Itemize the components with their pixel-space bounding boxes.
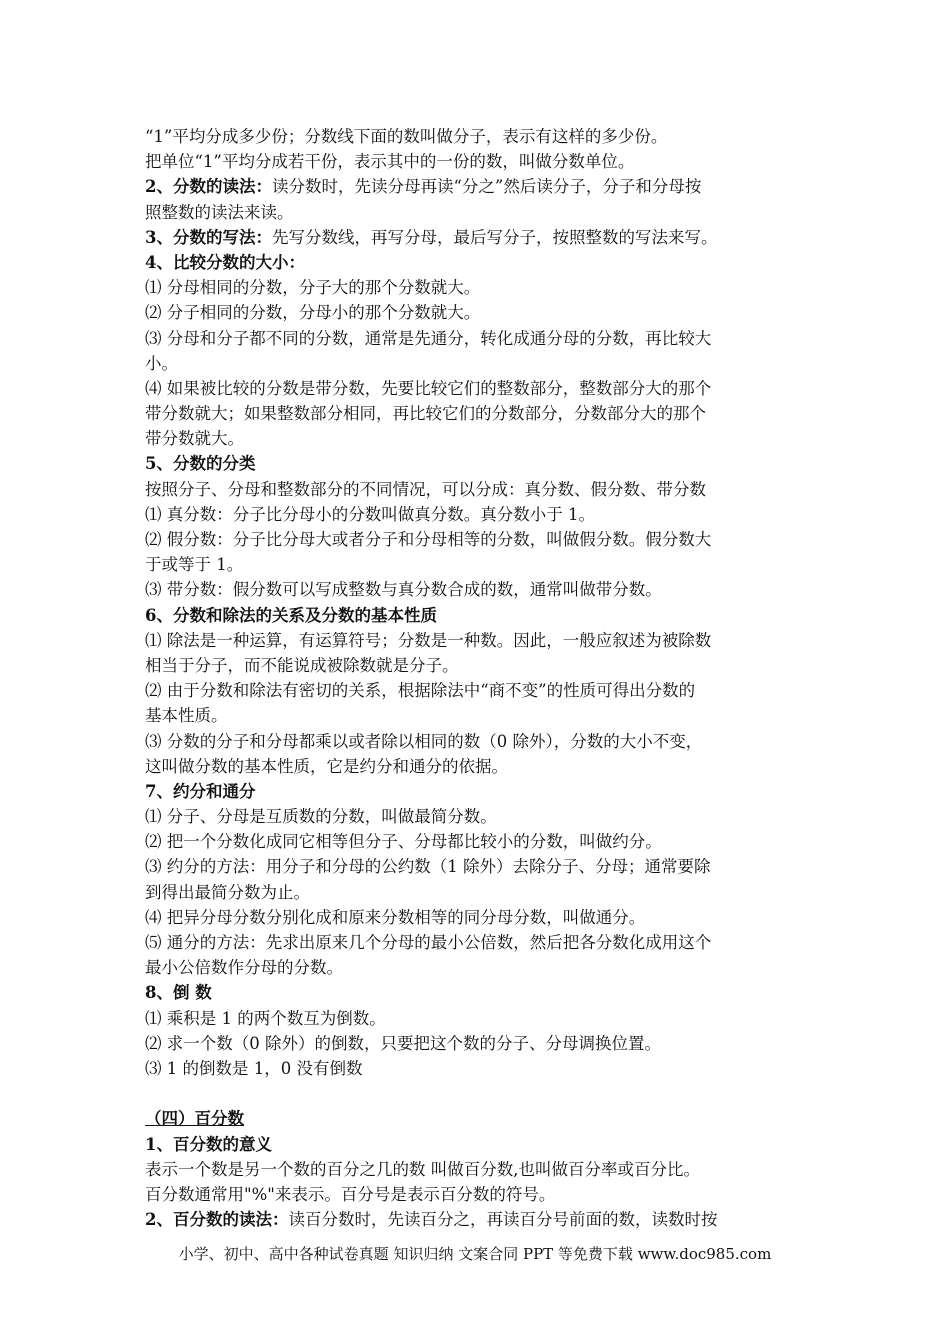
inline-text: 先写分数线，再写分母，最后写分子，按照整数的写法来写。 xyxy=(271,227,718,247)
paragraph-line: ⑵ 分子相同的分数，分母小的那个分数就大。 xyxy=(145,303,481,323)
paragraph-line: 百分数通常用"%"来表示。百分号是表示百分数的符号。 xyxy=(145,1184,556,1204)
inline-heading: 2、分数的读法： xyxy=(145,177,272,197)
paragraph-line: “1”平均分成多少份；分数线下面的数叫做分子，表示有这样的多少份。 xyxy=(145,127,668,146)
paragraph-line: ⑸ 通分的方法：先求出原来几个分母的最小公倍数，然后把各分数化成用这个 xyxy=(145,933,712,952)
paragraph-line xyxy=(145,174,815,199)
paragraph-line: 带分数就大；如果整数部分相同，再比较它们的分数部分，分数部分大的那个 xyxy=(145,404,706,424)
inline-text: 读百分数时，先读百分之，再读百分号前面的数，读数时按 xyxy=(288,1210,718,1230)
paragraph-line: ⑴ 真分数：分子比分母小的分数叫做真分数。真分数小于 1。 xyxy=(145,504,595,524)
paragraph-line: 把单位“1”平均分成若干份，表示其中的一份的数，叫做分数单位。 xyxy=(145,152,635,172)
paragraph-line: ⑵ 把一个分数化成同它相等但分子、分母都比较小的分数，叫做约分。 xyxy=(145,832,662,852)
paragraph-line: ⑵ 由于分数和除法有密切的关系，根据除法中“商不变”的性质可得出分数的 xyxy=(145,681,696,701)
section-heading: 1、百分数的意义 xyxy=(145,1134,272,1154)
paragraph-line: ⑵ 求一个数（0 除外）的倒数，只要把这个数的分子、分母调换位置。 xyxy=(145,1033,661,1053)
paragraph-line: ⑴ 乘积是 1 的两个数互为倒数。 xyxy=(145,1008,386,1028)
chapter-heading xyxy=(145,1106,815,1131)
blank-line xyxy=(145,1081,815,1106)
document-body xyxy=(145,124,815,1232)
paragraph-line: 小。 xyxy=(145,353,178,373)
section-heading: 4、比较分数的大小： xyxy=(145,252,305,272)
page-footer: 小学、初中、高中各种试卷真题 知识归纳 文案合同 PPT 等免费下载 www.doc985.com xyxy=(178,1245,772,1263)
paragraph-line: 到得出最简分数为止。 xyxy=(145,882,310,902)
paragraph-line: 带分数就大。 xyxy=(145,429,244,449)
paragraph-line: 表示一个数是另一个数的百分之几的数 叫做百分数,也叫做百分率或百分比。 xyxy=(145,1159,700,1179)
section-heading: 8、倒 数 xyxy=(145,983,212,1003)
paragraph-line xyxy=(145,1207,815,1232)
inline-heading: 3、分数的写法： xyxy=(145,227,272,247)
paragraph-line: ⑶ 约分的方法：用分子和分母的公约数（1 除外）去除分子、分母；通常要除 xyxy=(145,857,711,877)
section-heading: 7、约分和通分 xyxy=(145,781,256,801)
paragraph-line: ⑷ 如果被比较的分数是带分数，先要比较它们的整数部分，整数部分大的那个 xyxy=(145,378,712,398)
paragraph-line: 按照分子、分母和整数部分的不同情况，可以分成：真分数、假分数、带分数 xyxy=(145,479,706,499)
paragraph-line: ⑵ 假分数：分子比分母大或者分子和分母相等的分数，叫做假分数。假分数大 xyxy=(145,530,712,549)
paragraph-line: 于或等于 1。 xyxy=(145,555,244,575)
paragraph-line: ⑶ 带分数：假分数可以写成整数与真分数合成的数，通常叫做带分数。 xyxy=(145,580,662,600)
inline-heading: 2、百分数的读法： xyxy=(145,1210,289,1230)
inline-text: 读分数时，先读分母再读“分之”然后读分子，分子和分母按 xyxy=(271,177,702,197)
paragraph-line: ⑶ 分母和分子都不同的分数，通常是先通分，转化成通分母的分数，再比较大 xyxy=(145,328,712,348)
paragraph-line: ⑶ 1 的倒数是 1，0 没有倒数 xyxy=(145,1058,363,1078)
section-heading: 5、分数的分类 xyxy=(145,454,256,474)
paragraph-line: ⑶ 分数的分子和分母都乘以或者除以相同的数（0 除外），分数的大小不变， xyxy=(145,731,703,751)
paragraph-line xyxy=(145,225,815,250)
paragraph-line: 基本性质。 xyxy=(145,706,228,726)
paragraph-line: 这叫做分数的基本性质，它是约分和通分的依据。 xyxy=(145,756,508,776)
paragraph-line: 最小公倍数作分母的分数。 xyxy=(145,958,343,978)
paragraph-line: ⑷ 把异分母分数分别化成和原来分数相等的同分母分数，叫做通分。 xyxy=(145,907,646,927)
paragraph-line: ⑴ 分子、分母是互质数的分数，叫做最简分数。 xyxy=(145,807,497,827)
section-heading: 6、分数和除法的关系及分数的基本性质 xyxy=(145,605,437,625)
paragraph-line: ⑴ 除法是一种运算，有运算符号；分数是一种数。因此，一般应叙述为被除数 xyxy=(145,630,712,650)
chapter-heading-text: （四）百分数 xyxy=(145,1109,244,1129)
paragraph-line: 照整数的读法来读。 xyxy=(145,202,294,222)
paragraph-line: 相当于分子，而不能说成被除数就是分子。 xyxy=(145,655,459,675)
paragraph-line: ⑴ 分母相同的分数，分子大的那个分数就大。 xyxy=(145,278,481,298)
